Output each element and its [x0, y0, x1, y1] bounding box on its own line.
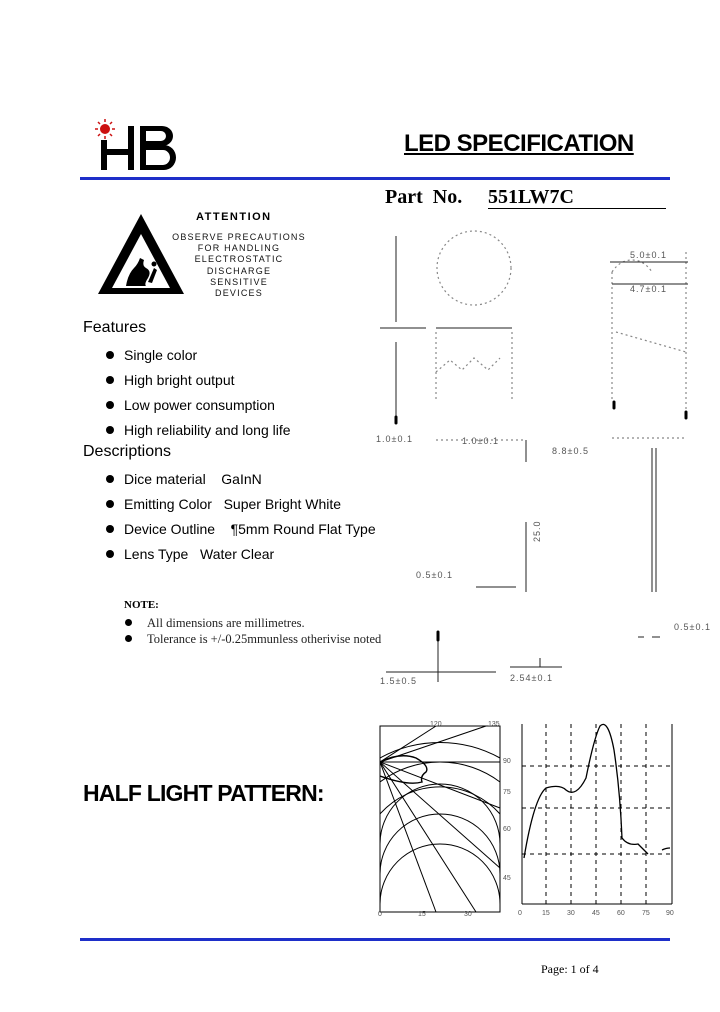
list-item: Dice material GaInN [104, 469, 376, 494]
polar-label: 135 [488, 721, 500, 728]
rect-x-label: 30 [567, 910, 575, 917]
polar-pattern-chart [376, 718, 516, 918]
polar-label: 0 [378, 911, 382, 918]
dim-label: 1.0±0.1 [462, 436, 499, 446]
rect-x-label: 15 [542, 910, 550, 917]
top-rule [80, 177, 670, 180]
rect-x-label: 75 [642, 910, 650, 917]
features-heading: Features [83, 319, 147, 336]
dim-label: 25.0 [532, 520, 542, 542]
polar-label: 75 [503, 789, 511, 796]
polar-label: 45 [503, 875, 511, 882]
polar-label: 30 [464, 911, 472, 918]
list-item: High reliability and long life [104, 420, 291, 445]
list-item: High bright output [104, 370, 291, 395]
dim-label: 0.5±0.1 [674, 622, 711, 632]
rect-x-label: 0 [518, 910, 522, 917]
part-number-value: 551LW7C [488, 186, 666, 209]
half-light-heading: HALF LIGHT PATTERN: [83, 780, 324, 806]
features-list [104, 345, 291, 445]
polar-label: 90 [503, 758, 511, 765]
list-item: Tolerance is +/-0.25mmunless otherivise noted [125, 631, 381, 647]
list-item: Low power consumption [104, 395, 291, 420]
list-item: Device Outline ¶5mm Round Flat Type [104, 519, 376, 544]
list-item: All dimensions are millimetres. [125, 615, 381, 631]
rect-x-label: 45 [592, 910, 600, 917]
dim-label: 1.5±0.5 [380, 676, 417, 686]
dimension-drawing [376, 212, 711, 702]
descriptions-heading: Descriptions [83, 443, 172, 460]
bottom-rule [80, 938, 670, 941]
dim-label: 8.8±0.5 [552, 446, 589, 456]
company-logo [92, 118, 182, 174]
rect-x-label: 60 [617, 910, 625, 917]
descriptions-list [104, 469, 376, 569]
dim-label: 0.5±0.1 [416, 570, 453, 580]
rect-x-label: 90 [666, 910, 674, 917]
note-list [125, 615, 381, 647]
dim-label: 5.0±0.1 [630, 250, 667, 260]
dim-label: 4.7±0.1 [630, 284, 667, 294]
logo-dot-icon [95, 119, 115, 139]
attention-heading: ATTENTION [196, 211, 272, 223]
polar-label: 60 [503, 826, 511, 833]
list-item: Single color [104, 345, 291, 370]
dim-label: 1.0±0.1 [376, 434, 413, 444]
polar-label: 120 [430, 721, 442, 728]
list-item: Lens Type Water Clear [104, 544, 376, 569]
list-item: Emitting Color Super Bright White [104, 494, 376, 519]
attention-text: OBSERVE PRECAUTIONS FOR HANDLING ELECTROSTATIC DISCHARGE SENSITIVE DEVICES [172, 232, 306, 299]
rect-pattern-chart [516, 718, 676, 918]
page-number: Page: 1 of 4 [541, 962, 599, 976]
note-heading: NOTE: [124, 599, 159, 611]
dim-label: 2.54±0.1 [510, 673, 553, 683]
logo-mark [92, 118, 182, 174]
page-title: LED SPECIFICATION [404, 130, 634, 157]
part-number-label: Part No. [385, 186, 463, 208]
polar-label: 15 [418, 911, 426, 918]
